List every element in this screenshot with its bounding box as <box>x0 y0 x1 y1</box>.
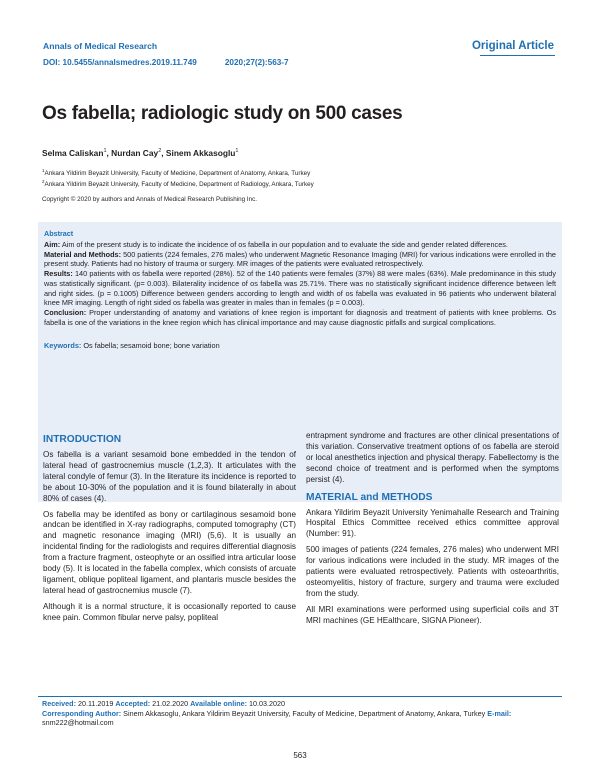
paragraph: 500 images of patients (224 females, 276 males) who underwent MRI for various indications were included in the study. MR images of the patients were evaluated retrospectively. Patients with osteoarthritis, osteomyelitis, history of fracture, surgery and trauma were excluded from the study. <box>306 545 559 598</box>
left-column <box>43 434 296 629</box>
author-sup: 2 <box>158 148 162 155</box>
aim-label: Aim: <box>44 240 61 249</box>
keywords-text: Os fabella; sesamoid bone; bone variation <box>81 341 220 351</box>
affiliation <box>42 168 310 177</box>
paper-title: Os fabella; radiologic study on 500 cases <box>42 103 403 124</box>
author-name: Selma Caliskan <box>42 148 104 158</box>
abstract-methods <box>44 250 556 269</box>
author-sup: 1 <box>103 148 107 155</box>
accepted-date: 21.02.2020 <box>150 699 191 708</box>
author-name: Sinem Akkasoglu <box>165 148 236 158</box>
citation: 2020;27(2):563-7 <box>224 58 289 67</box>
paragraph: All MRI examinations were performed using superficial coils and 3T MRI machines (GE HEalthcare, SIGNA Pioneer). <box>306 604 559 625</box>
affiliation <box>42 179 314 188</box>
author-list: Selma Caliskan$^1$, Nurdan Cay$^2$, Sinem Akkasoglu$^1$ <box>42 148 239 158</box>
affiliation-text: Ankara Yildirim Beyazit University, Faculty of Medicine, Department of Radiology, Ankara, Turkey <box>44 181 314 189</box>
abstract-conclusion <box>44 308 556 327</box>
conclusion-label: Conclusion: <box>44 307 87 317</box>
corr-text: Sinem Akkasoglu, Ankara Yildirim Beyazit University, Faculty of Medicine, Department of Anatomy, Ankara, Turkey <box>121 708 488 718</box>
footer <box>42 699 562 728</box>
online-date: 10.03.2020 <box>246 699 285 708</box>
footer-rule <box>38 696 562 697</box>
abstract-aim <box>44 240 556 250</box>
article-type: Original Article <box>471 40 554 52</box>
keywords-label: Keywords: <box>44 341 82 351</box>
paragraph: Ankara Yildirim Beyazit University Yenimahalle Research and Training Hospital Ethics Committee received ethics committee approval (Number: 91). <box>306 507 559 539</box>
author-sup: 1 <box>235 148 239 155</box>
abstract-results <box>44 269 556 308</box>
paragraph: entrapment syndrome and fractures are other clinical presentations of this variation. Conservative treatment options of os fabella are steroid or local anesthetics injection and physical therapy. Fabellectomy is the second choice of treatment and is performed when the symptoms persist (4). <box>306 431 559 484</box>
results-label: Results: <box>44 269 73 279</box>
paragraph: Although it is a normal structure, it is occasionally reported to cause knee pain. Common fibular nerve palsy, popliteal <box>43 601 296 622</box>
email-link[interactable]: snm222@hotmail.com <box>42 718 114 728</box>
corr-label: Corresponding Author: <box>42 708 122 718</box>
received-date: 20.11.2019 <box>75 699 116 708</box>
online-label: Available online: <box>190 699 247 708</box>
conclusion-text: Proper understanding of anatomy and variations of knee region is important for diagnosis and treatment of patients with knee problems. Os fabella is one of the variations in the knee region which has clinical importance and may cause diagnostic pitfalls and surgical complications. <box>44 307 556 327</box>
journal-name: Annals of Medical Research <box>43 41 158 51</box>
results-text: 140 patients with os fabella were reported (28%). 52 of the 140 patients were females (37%) 88 were males (63%). Male predominance in this study was statistically significant. (p= 0.003). Bilaterality incidence of os fabella was 25.71%. There was no statistically significant incidence difference between left and right sides. (p = 0.1005) Difference between genders according to length and width of os fabella was evaluated in 96 patients who underwent bilateral knee MR imaging. Length of right sided os fabella was greater in males than in females (p = 0.003). <box>44 269 556 308</box>
author-name: Nurdan Cay <box>111 148 159 158</box>
doi-line <box>43 58 289 67</box>
section-heading: INTRODUCTION <box>43 434 122 445</box>
dates-line <box>42 699 562 709</box>
abstract-heading: Abstract <box>44 229 74 238</box>
received-label: Received: <box>42 699 76 708</box>
copyright: Copyright © 2020 by authors and Annals of Medical Research Publishing Inc. <box>42 196 258 203</box>
corresponding-author <box>42 709 562 728</box>
doi[interactable]: DOI: 10.5455/annalsmedres.2019.11.749 <box>43 58 197 67</box>
email-label: E-mail: <box>487 708 512 718</box>
methods-text: 500 patients (224 females, 276 males) who underwent Magnetic Resonance Imaging (MRI) for various indications were enrolled in the present study. Patients had no history of trauma or surgery. MR images of the patients were evaluated retrospectively. <box>44 249 556 269</box>
accepted-label: Accepted: <box>115 699 151 708</box>
header-rule <box>480 55 555 56</box>
right-column <box>306 431 559 632</box>
page-number: 563 <box>293 751 307 760</box>
paragraph: Os fabella is a variant sesamoid bone embedded in the tendon of lateral head of gastrocnemius muscle (1,2,3). It articulates with the lateral condyle of femur (3). In the literature its incidence is reported to be about 10-30% of the population and it is found bilaterally in about 80% of cases (4). <box>43 450 296 503</box>
paragraph: Os fabella may be identifed as bony or cartilaginous sesamoid bone andcan be identified in X-ray radiographs, computed tomography (CT) and magnetic resonance imaging (MRI) (5,6). It is usually an incidental finding for the radiologists and requires differential diagnosis from a fracture fragment, osteophyte or an ossified intra articular loose body (5). It is located in the fabella complex, which consists of arcuate ligament, oblique popliteal ligament, and plantaris muscle besides the lateral head of gastrocnemius muscle (7). <box>43 509 296 595</box>
affiliation-sup: 1 <box>42 168 45 173</box>
affiliation-text: Ankara Yildirim Beyazit University, Faculty of Medicine, Department of Anatomy, Ankara, Turkey <box>44 170 311 178</box>
affiliation-sup: 2 <box>42 179 45 184</box>
aim-text: Aim of the present study is to indicate the incidence of os fabella in our population and to evaluate the side and gender related differences. <box>60 240 508 249</box>
section-heading: MATERIAL and METHODS <box>306 491 433 503</box>
methods-label: Material and Methods: <box>44 249 122 259</box>
keywords <box>44 341 556 350</box>
